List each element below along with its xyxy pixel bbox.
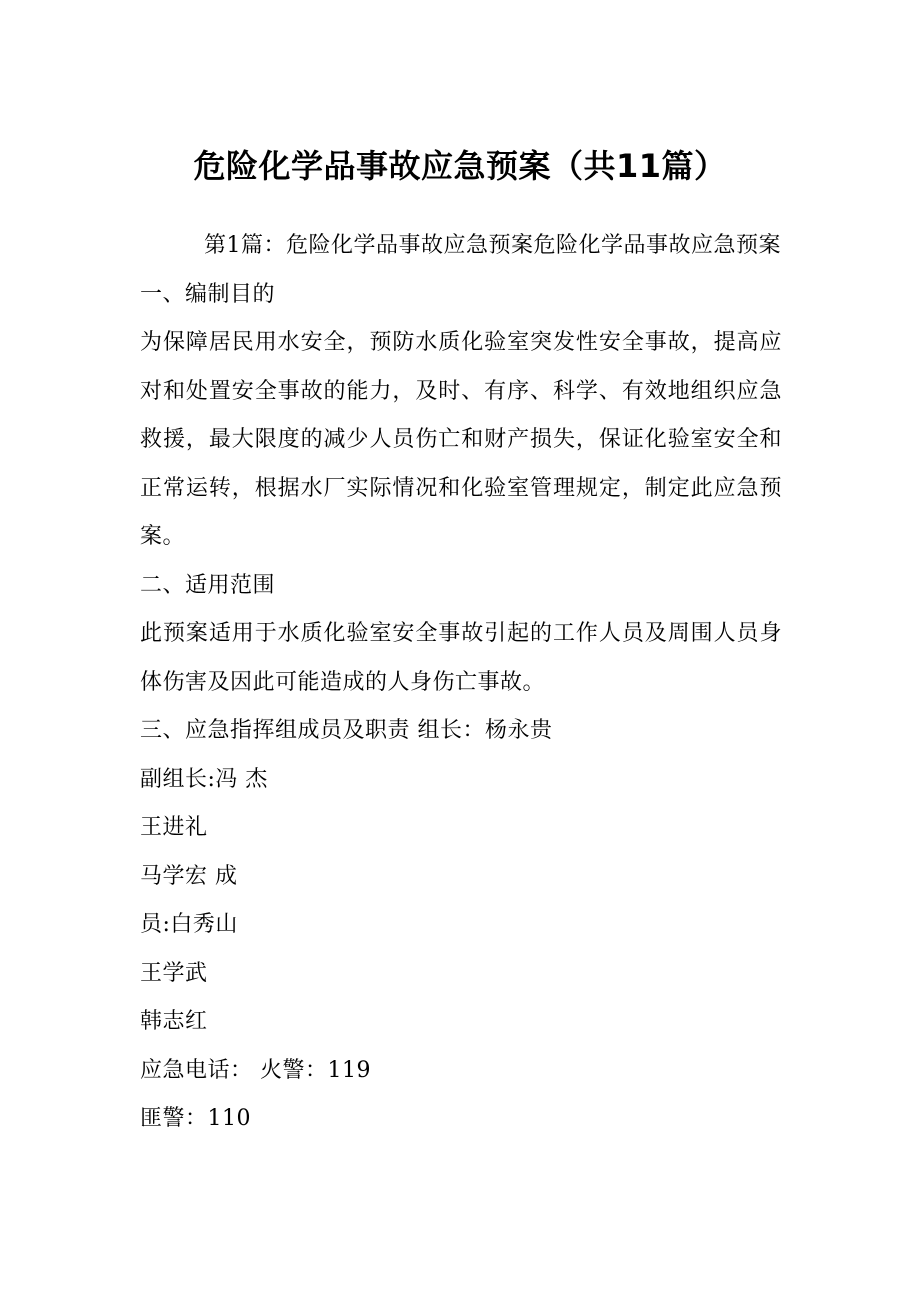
deputy-leader-line: 副组长:冯 杰 (140, 766, 268, 792)
section-heading-command-group: 三、应急指挥组成员及职责 组长：杨永贵 (140, 718, 553, 743)
member-line: 员:白秀山 (140, 912, 238, 937)
document-title: 危险化学品事故应急预案（共11篇） (193, 147, 727, 185)
police-phone-line: 匪警：110 (140, 1106, 251, 1131)
member-line: 王进礼 (140, 815, 208, 840)
emergency-phone-line: 应急电话： 火警：119 (140, 1057, 371, 1083)
member-line: 韩志红 (140, 1009, 208, 1034)
member-line: 王学武 (140, 960, 208, 986)
section-intro-paragraph: 第1篇：危险化学品事故应急预案危险化学品事故应急预案 (204, 233, 781, 258)
section-heading-scope: 二、适用范围 (140, 572, 276, 598)
section-heading-purpose: 一、编制目的 (140, 281, 276, 307)
purpose-paragraph: 为保障居民用水安全，预防水质化验室突发性安全事故，提高应对和处置安全事故的能力，及时、有序、科学、有效地组织应急救援，最大限度的减少人员伤亡和财产损失，保证化验室安全和正常运转，根据水厂实际情况和化验室管理规定，制定此应急预案。 (140, 330, 782, 549)
document-body (140, 222, 782, 1144)
member-line: 马学宏 成 (140, 863, 238, 889)
scope-paragraph: 此预案适用于水质化验室安全事故引起的工作人员及周围人员身体伤害及因此可能造成的人身伤亡事故。 (140, 621, 782, 695)
